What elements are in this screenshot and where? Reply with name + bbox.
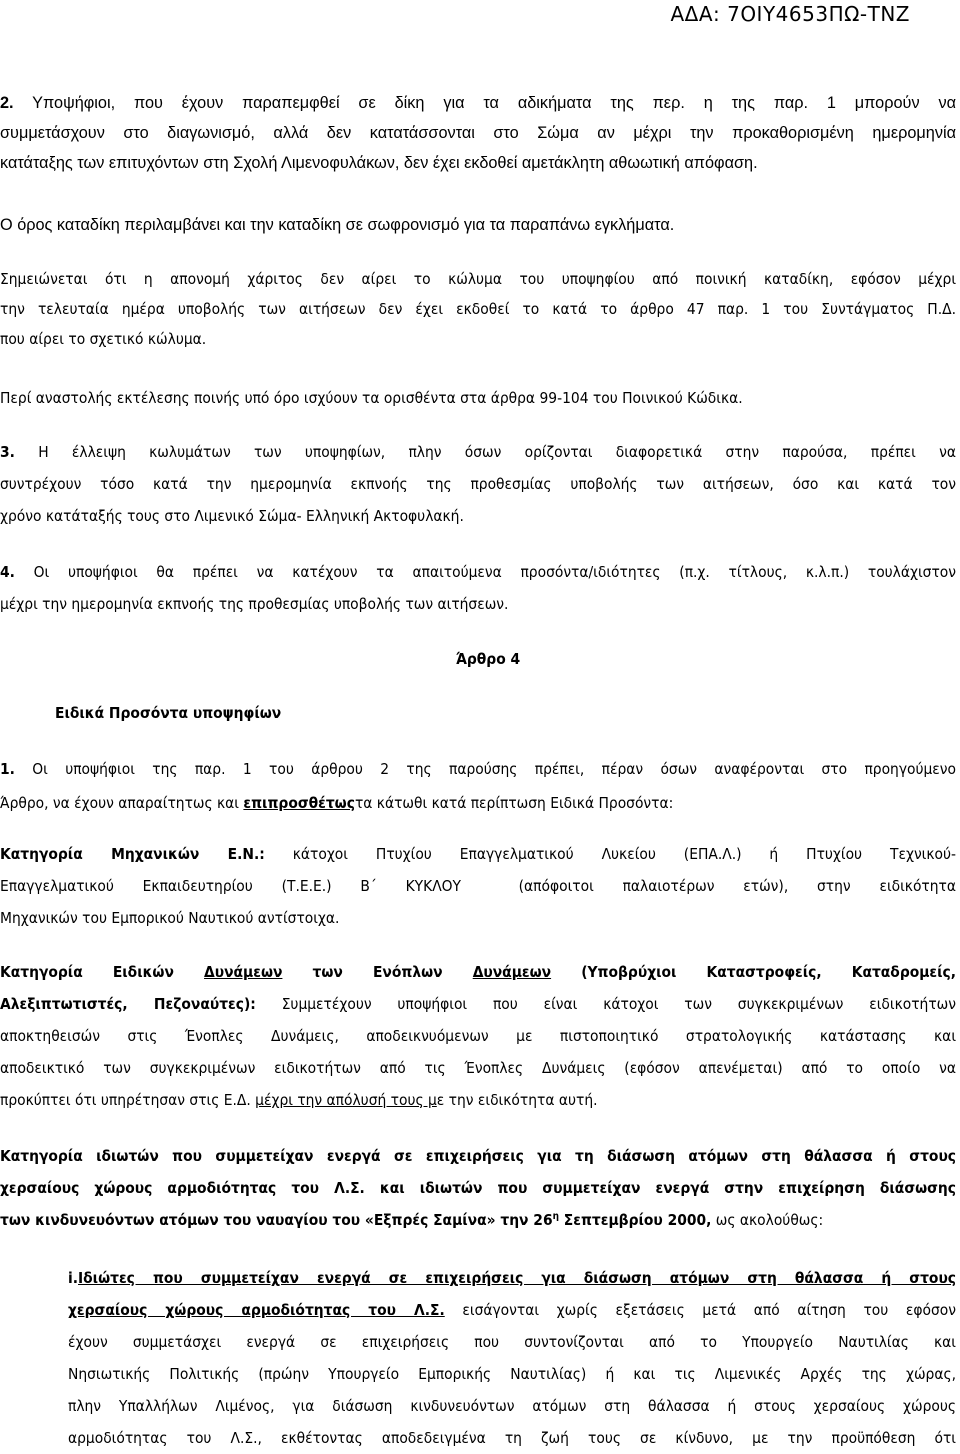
section-2-line-3: κατάταξης των επιτυχόντων στη Σχολή Λιμενοφυλάκων, δεν έχει εκδοθεί αμετάκλητη αθωωτική απόφαση. [0, 154, 758, 172]
section-3-line-1: Η έλλειψη κωλυμάτων των υποψηφίων, πλην όσων ορίζονται διαφορετικά στην παρούσα, πρέπει να [38, 443, 956, 461]
sf-line-3: αποκτηθεισών στις Ένοπλες Δυνάμεις, αποδεικνυόμενων με πιστοποιητικό στρατολογικής κατάστασης και [0, 1027, 956, 1045]
rescue-line-3b: Σεπτεμβρίου 2000, [558, 1211, 712, 1229]
article-4-paragraph-1 [0, 752, 956, 820]
section-2-number: 2. [0, 94, 14, 112]
sf-line-5a: προκύπτει ότι υπηρέτησαν στις Ε.Δ. [0, 1091, 256, 1109]
engineers-category [0, 838, 956, 934]
section-4 [0, 556, 956, 620]
engineers-label: Κατηγορία Μηχανικών Ε.Ν.: [0, 845, 265, 863]
section-4-number: 4. [0, 563, 15, 581]
pardon-line-2: την τελευταία ημέρα υποβολής των αιτήσεων δεν έχει εκδοθεί το κατά το άρθρο 47 παρ. 1 του Συντάγματος Π.Δ. [0, 300, 956, 318]
item-i-number: i. [68, 1269, 79, 1287]
item-i-line-3: έχουν συμμετάσχει ενεργά σε επιχειρήσεις που συντονίζονται από το Υπουργείο Ναυτιλίας και [68, 1333, 956, 1351]
additionally-emphasis: επιπροσθέτως [243, 794, 355, 812]
suspension-note: Περί αναστολής εκτέλεσης ποινής υπό όρο ισχύουν τα ορισθέντα στα άρθρα 99-104 του Ποινικού Κώδικα. [0, 389, 743, 407]
engineers-line-2: Επαγγελματικού Εκπαιδευτηρίου (Τ.Ε.Ε.) Β΄ ΚΥΚΛΟΥ (απόφοιτοι παλαιοτέρων ετών), στην ειδικότητα [0, 877, 956, 895]
section-3 [0, 436, 956, 532]
pardon-paragraph [0, 264, 956, 354]
item-i-line-2-rest: εισάγονται χωρίς εξετάσεις μετά από αίτηση του εφόσον [444, 1301, 956, 1319]
section-4-line-1: Οι υποψήφιοι θα πρέπει να κατέχουν τα απαιτούμενα προσόντα/ιδιότητες (π.χ. τίτλους, κ.λ.π.) τουλάχιστον [33, 563, 956, 581]
article-4-p1-line-2b: τα κάτωθι κατά περίπτωση Ειδικά Προσόντα: [354, 794, 674, 812]
article-4-subtitle: Ειδικά Προσόντα υποψηφίων [55, 704, 282, 722]
rescue-line-1: Κατηγορία ιδιωτών που συμμετείχαν ενεργά σε επιχειρήσεις για τη διάσωση ατόμων στη θάλασσα ή στους [0, 1147, 956, 1165]
rescue-category [0, 1140, 956, 1236]
sf-label-line-2: Αλεξιπτωτιστές, Πεζοναύτες): [0, 995, 256, 1013]
section-4-line-2: μέχρι την ημερομηνία εκπνοής της προθεσμίας υποβολής των αιτήσεων. [0, 595, 509, 613]
item-i-line-6: αρμοδιότητας του Λ.Σ., εκθέτοντας αποδεδειγμένα τη ζωή τους σε κίνδυνο, με την προϋπόθεση ότι [68, 1429, 956, 1447]
sf-label-c: (Υποβρύχιοι Καταστροφείς, Καταδρομείς, [551, 963, 957, 981]
sf-label-a: Κατηγορία Ειδικών [0, 963, 205, 981]
pardon-line-3: που αίρει το σχετικό κώλυμα. [0, 330, 207, 348]
section-3-line-2: συντρέχουν τόσο κατά την ημερομηνία εκπνοής της προθεσμίας υποβολής των αιτήσεων, όσο και κατά τον [0, 475, 956, 493]
rescue-line-3c: ως ακολούθως: [711, 1211, 824, 1229]
rescue-line-3a: των κινδυνευόντων ατόμων του ναυαγίου του «Εξπρές Σαμίνα» την 26 [0, 1211, 553, 1229]
section-3-line-3: χρόνο κατάταξής τους στο Λιμενικό Σώμα- Ελληνική Ακτοφυλακή. [0, 507, 464, 525]
sf-line-2: Συμμετέχουν υποψήφιοι που είναι κάτοχοι των συγκεκριμένων ειδικοτήτων [281, 995, 956, 1013]
engineers-line-3: Μηχανικών του Εμπορικού Ναυτικού αντίστοιχα. [0, 909, 340, 927]
article-4-p1-line-2a: Άρθρο, να έχουν απαραίτητως και [0, 794, 244, 812]
pardon-line-1: Σημειώνεται ότι η απονομή χάριτος δεν αίρει το κώλυμα του υποψηφίου από ποινική καταδίκη, εφόσον μέχρι [0, 270, 956, 288]
item-i-line-1: Ιδιώτες που συμμετείχαν ενεργά σε επιχειρήσεις για διάσωση ατόμων στη θάλασσα ή στους [78, 1269, 956, 1287]
rescue-line-2: χερσαίους χώρους αρμοδιότητας του Λ.Σ. και ιδιωτών που συμμετείχαν ενεργά στην επιχείρηση διάσωσης [0, 1179, 956, 1197]
sf-label-u1: Δυνάμεων [204, 963, 283, 981]
item-i [68, 1262, 956, 1454]
engineers-line-1: κάτοχοι Πτυχίου Επαγγελματικού Λυκείου (ΕΠΑ.Λ.) ή Πτυχίου Τεχνικού- [292, 845, 956, 863]
sf-line-5-underlined: μέχρι την απόλυσή τους μ [255, 1091, 437, 1109]
article-4-title: Άρθρο 4 [455, 650, 521, 668]
section-3-number: 3. [0, 443, 15, 461]
sf-line-4: αποδεικτικό των συγκεκριμένων ειδικοτήτων από τις Ένοπλες Δυνάμεις (εφόσον απενέμεται) από το οποίο να [0, 1059, 956, 1077]
special-forces-category [0, 956, 956, 1116]
section-2-line-1: Υποψήφιοι, που έχουν παραπεμφθεί σε δίκη για τα αδικήματα της περ. η της παρ. 1 μπορούν να [32, 94, 957, 112]
sf-label-u2: Δυνάμεων [472, 963, 552, 981]
item-i-line-4: Νησιωτικής Πολιτικής (πρώην Υπουργείο Εμπορικής Ναυτιλίας) ή και τις Λιμενικές Αρχές της χώρας, [68, 1365, 956, 1383]
section-2 [0, 88, 956, 178]
sf-label-b: των Ενόπλων [282, 963, 473, 981]
ada-code: ΑΔΑ: 7ΟΙΥ4653ΠΩ-ΤΝΖ [670, 2, 910, 26]
section-2-line-2: συμμετάσχουν στο διαγωνισμό, αλλά δεν κατατάσσονται στο Σώμα αν μέχρι την προκαθορισμένη ημερομηνία [0, 124, 956, 142]
item-i-line-5: πλην Υπαλλήλων Λιμένος, για διάσωση κινδυνευόντων ατόμων στη θάλασσα ή στους χερσαίους χώρους [68, 1397, 956, 1415]
item-i-line-2-underlined: χερσαίους χώρους αρμοδιότητας του Λ.Σ. [68, 1301, 445, 1319]
rescue-ordinal: η [552, 1210, 559, 1222]
article-4-p1-line-1: Οι υποψήφιοι της παρ. 1 του άρθρου 2 της παρούσης πρέπει, πέραν όσων αναφέρονται στο προηγούμενο [32, 760, 956, 778]
sf-line-5b: ε την ειδικότητα αυτή. [436, 1091, 598, 1109]
term-note: Ο όρος καταδίκη περιλαμβάνει και την καταδίκη σε σωφρονισμό για τα παραπάνω εγκλήματα. [0, 216, 675, 234]
article-4-p1-number: 1. [0, 760, 15, 778]
